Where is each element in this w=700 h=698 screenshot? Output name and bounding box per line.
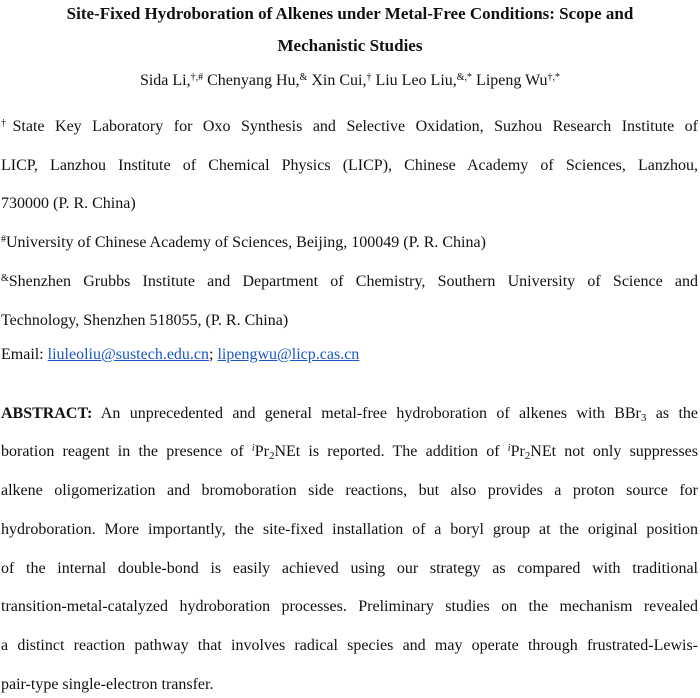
subscript: 2: [268, 449, 275, 462]
abstract-line-6: transition-metal-catalyzed hydroboration processes. Preliminary studies on the mechanism revealed: [1, 598, 698, 615]
author-affiliation-mark: †: [366, 72, 372, 83]
paper-title-line-1: Site-Fixed Hydroboration of Alkenes under Metal-Free Conditions: Scope and: [66, 4, 634, 23]
abstract-line-3: alkene oligomerization and bromoboration side reactions, but also provides a proton source for: [1, 482, 698, 499]
affiliation-1-line-1: [1, 117, 698, 137]
author-affiliation-mark: &: [299, 72, 308, 83]
author-affiliation-mark: †,*: [547, 72, 561, 83]
abstract-line-7: a distinct reaction pathway that involves radical species and may operate through frustrated-Lewis-: [1, 637, 698, 654]
subscript: 2: [524, 449, 531, 462]
email-link-2[interactable]: lipengwu@licp.cas.cn: [217, 346, 360, 363]
superscript-italic: [508, 443, 511, 454]
abstract-line-2: [1, 442, 698, 462]
author-name: Chenyang Hu,: [207, 72, 300, 89]
affiliation-3-line-1: [1, 272, 698, 292]
italic-prefix: i: [251, 443, 255, 454]
abstract-text: Pr: [254, 443, 269, 460]
affiliation-1-line-2: LICP, Lanzhou Institute of Chemical Physics (LICP), Chinese Academy of Sciences, Lanzhou,: [1, 157, 698, 174]
affiliation-mark: #: [1, 234, 6, 245]
affiliation-2-line-1: [1, 233, 486, 253]
affiliation-mark: &: [1, 273, 9, 284]
affiliation-text: University of Chinese Academy of Sciences, Beijing, 100049 (P. R. China): [6, 234, 486, 251]
email-label: Email:: [1, 346, 44, 363]
affiliation-mark: †: [1, 118, 13, 129]
paper-title-line-2: Mechanistic Studies: [277, 36, 423, 55]
abstract-text: boration reagent in the presence of: [1, 443, 244, 460]
author-name: Lipeng Wu: [476, 72, 548, 89]
abstract-line-4: hydroboration. More importantly, the site-fixed installation of a boryl group at the original position: [1, 521, 698, 538]
superscript-italic: [252, 443, 255, 454]
abstract-line-1: [1, 404, 698, 424]
abstract-text: as the: [655, 405, 699, 422]
affiliation-text: Shenzhen Grubbs Institute and Department of Chemistry, Southern University of Science and: [8, 273, 698, 290]
author-affiliation-mark: †,#: [190, 72, 204, 83]
abstract-line-8: pair-type single-electron transfer.: [1, 676, 214, 693]
author-list: [0, 71, 700, 91]
email-separator: ;: [209, 346, 214, 363]
abstract-line-5: of the internal double-bond is easily achieved using our strategy as compared with traditional: [1, 560, 698, 577]
affiliation-text: State Key Laboratory for Oxo Synthesis and Selective Oxidation, Suzhou Research Institute of: [12, 118, 699, 135]
subscript: 3: [640, 411, 647, 424]
author-name: Xin Cui,: [311, 72, 367, 89]
abstract-label: ABSTRACT:: [1, 405, 93, 422]
author-affiliation-mark: &,*: [456, 72, 473, 83]
email-line: [1, 345, 359, 365]
affiliation-1-line-3: 730000 (P. R. China): [1, 195, 136, 212]
email-link-1[interactable]: liuleoliu@sustech.edu.cn: [47, 346, 210, 363]
affiliation-3-line-2: Technology, Shenzhen 518055, (P. R. China): [1, 312, 289, 329]
author-name: Sida Li,: [139, 72, 191, 89]
abstract-text: Pr: [510, 443, 525, 460]
abstract-text: NEt not only suppresses: [530, 443, 699, 460]
abstract-text: NEt is reported. The addition of: [274, 443, 500, 460]
italic-prefix: i: [507, 443, 511, 454]
abstract-text: An unprecedented and general metal-free hydroboration of alkenes with BBr: [100, 405, 641, 422]
author-name: Liu Leo Liu,: [375, 72, 457, 89]
